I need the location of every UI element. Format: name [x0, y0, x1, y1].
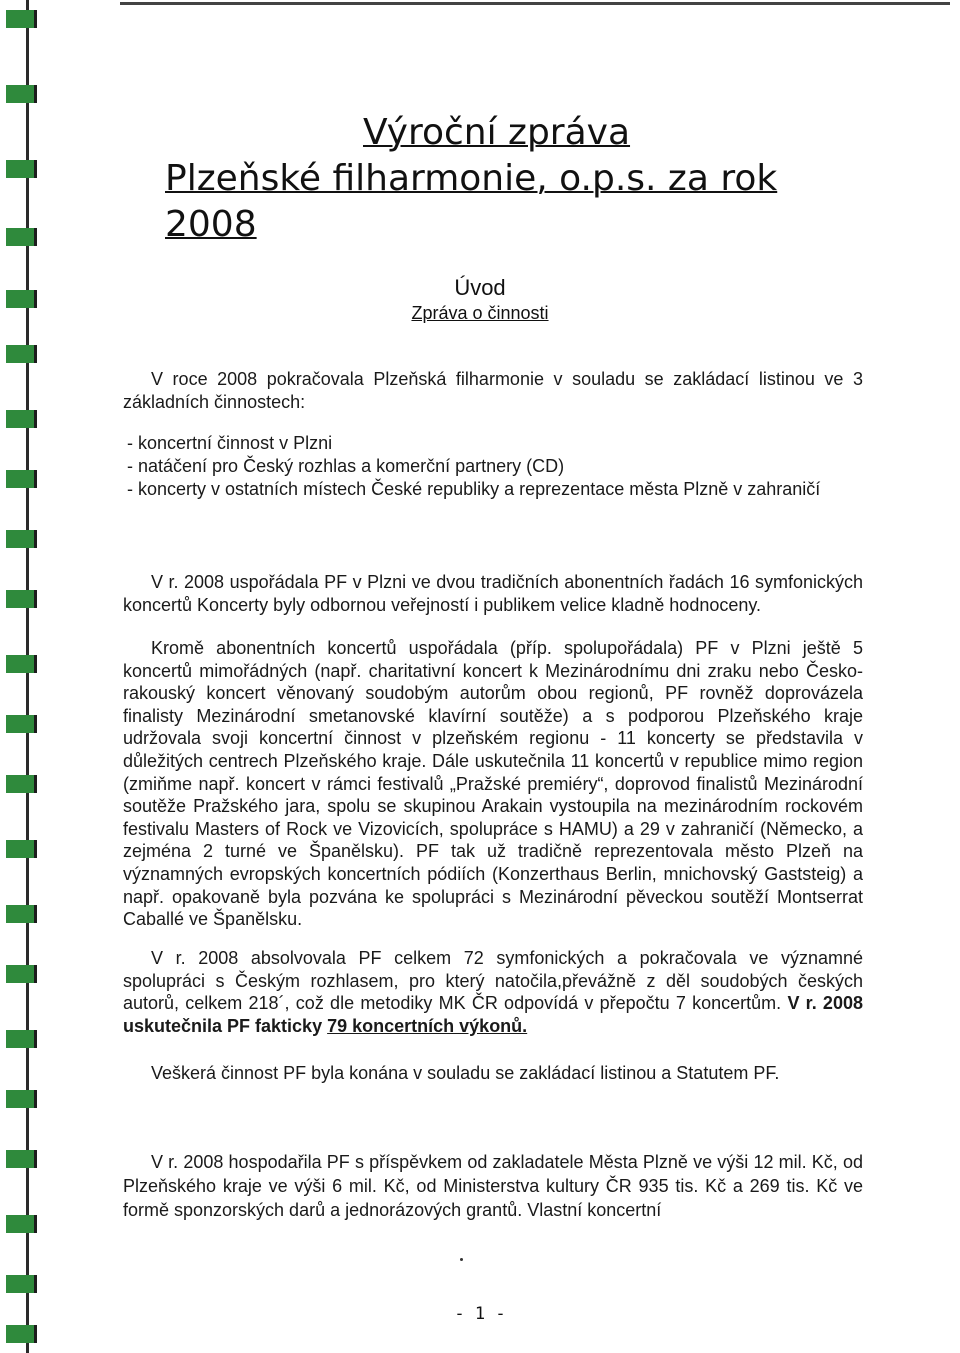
binding-tab [6, 655, 37, 673]
binding-tab [6, 530, 37, 548]
binding-tab [6, 1150, 37, 1168]
page-number: - 1 - [454, 1304, 506, 1324]
binding-tab [6, 1215, 37, 1233]
paragraph-statute [123, 1062, 863, 1085]
paragraph-text: V r. 2008 absolvovala PF celkem 72 symfonických a pokračovala ve významné spolupráci s Českým rozhlasem, pro který natočila,převážně z děl soudobých českých autorů, celkem 218´, což dle metodiky MK ČR odpovídá v přepočtu 7 koncertům. [123, 948, 863, 1014]
paragraph-text: Kromě abonentních koncertů uspořádala (příp. spolupořádala) PF v Plzni ještě 5 koncertů mimořádných (např. charitativní koncert k Mezinárodnímu dni zraku nebo Česko-rakouský koncert věnovaný soudobým autorům obou regionů, PF rovněž doprovázela finalisty Mezinárodní smetanovské klavírní soutěže) a s podporou Plzeňského kraje udržovala svoji koncertní činnost v plzeňském regionu - 11 koncerty se představila v důležitých centrech Plzeňského kraje. Dále uskutečnila 11 koncertů v republice mimo region (zmiňme např. koncert v rámci festivalů „Pražské premiéry“, doprovod finalistů Mezinárodní soutěže Pražského jara, spolu se skupinou Arakain vystoupila na mezinárodním rockovém festivalu Masters of Rock ve Vizovicích, spolupráce s HAMU) a 29 v zahraničí (Německo, a zejména 2 turné ve Španělsku). PF tak už tradičně reprezentovala město Plzeň na významných evropských koncertních pódiích (Konzerthaus Berlin, mnichovský Gaststeig) a např. opakovaně byla pozvána ke spolupráci s Mezinárodní pěveckou soutěží Montserrat Caballé ve Španělsku. [123, 638, 863, 930]
paragraph-text: V r. 2008 hospodařila PF s příspěvkem od zakladatele Města Plzně ve výši 12 mil. Kč, od Plzeňského kraje ve výši 6 mil. Kč, od Ministerstva kultury ČR 935 tis. Kč a 269 tis. Kč ve formě sponzorských darů a jednorázových grantů. Vlastní koncertní [123, 1152, 863, 1220]
paragraph-finance [123, 1150, 863, 1222]
intro-paragraph [123, 368, 863, 414]
paragraph-text: Veškerá činnost PF byla konána v souladu se zakládací listinou a Statutem PF. [151, 1063, 780, 1083]
binding-tab [6, 1030, 37, 1048]
title-line-1: Výroční zpráva [363, 112, 631, 153]
paragraph-concerts [123, 571, 863, 617]
binding-tab [6, 160, 37, 178]
binding-tab [6, 965, 37, 983]
binding-tab [6, 228, 37, 246]
binding-tab [6, 345, 37, 363]
binding-tab [6, 410, 37, 428]
paragraph-text: V r. 2008 uspořádala PF v Plzni ve dvou tradičních abonentních řadách 16 symfonických koncertů Koncerty byly odbornou veřejností i publikem velice kladně hodnoceny. [123, 572, 863, 616]
section-subtitle: Zpráva o činnosti [411, 303, 549, 323]
binding-tab [6, 1275, 37, 1293]
stray-mark [460, 1258, 463, 1261]
binding-tab [6, 1090, 37, 1108]
activities-list [123, 432, 863, 502]
binding-tab [6, 775, 37, 793]
paragraph-extra-concerts [123, 637, 863, 931]
binding-tab [6, 715, 37, 733]
title-line-2: Plzeňské filharmonie, o.p.s. za rok 2008 [165, 158, 778, 245]
binding-tab [6, 470, 37, 488]
list-item: - koncerty v ostatních místech České republiky a reprezentace města Plzně v zahraničí [127, 479, 821, 500]
paragraph-summary [123, 947, 863, 1037]
left-binding-edge [0, 0, 44, 1353]
top-edge-line [120, 2, 950, 5]
list-item: - koncertní činnost v Plzni [127, 433, 333, 453]
section-heading: Úvod [454, 275, 506, 300]
list-item: - natáčení pro Český rozhlas a komerční partnery (CD) [127, 456, 565, 477]
binding-tab [6, 10, 37, 28]
intro-text: V roce 2008 pokračovala Plzeňská filharmonie v souladu se zakládací listinou ve 3 základních činnostech: [123, 369, 863, 413]
binding-tab [6, 905, 37, 923]
binding-tab [6, 840, 37, 858]
summary-bold-count: 79 koncertních výkonů. [327, 1015, 528, 1036]
binding-tab [6, 1325, 37, 1343]
summary-bold-lead: V r. 2008 uskutečnila PF fakticky [123, 993, 863, 1036]
binding-tab [6, 590, 37, 608]
binding-tab [6, 85, 37, 103]
document-title [165, 110, 855, 248]
